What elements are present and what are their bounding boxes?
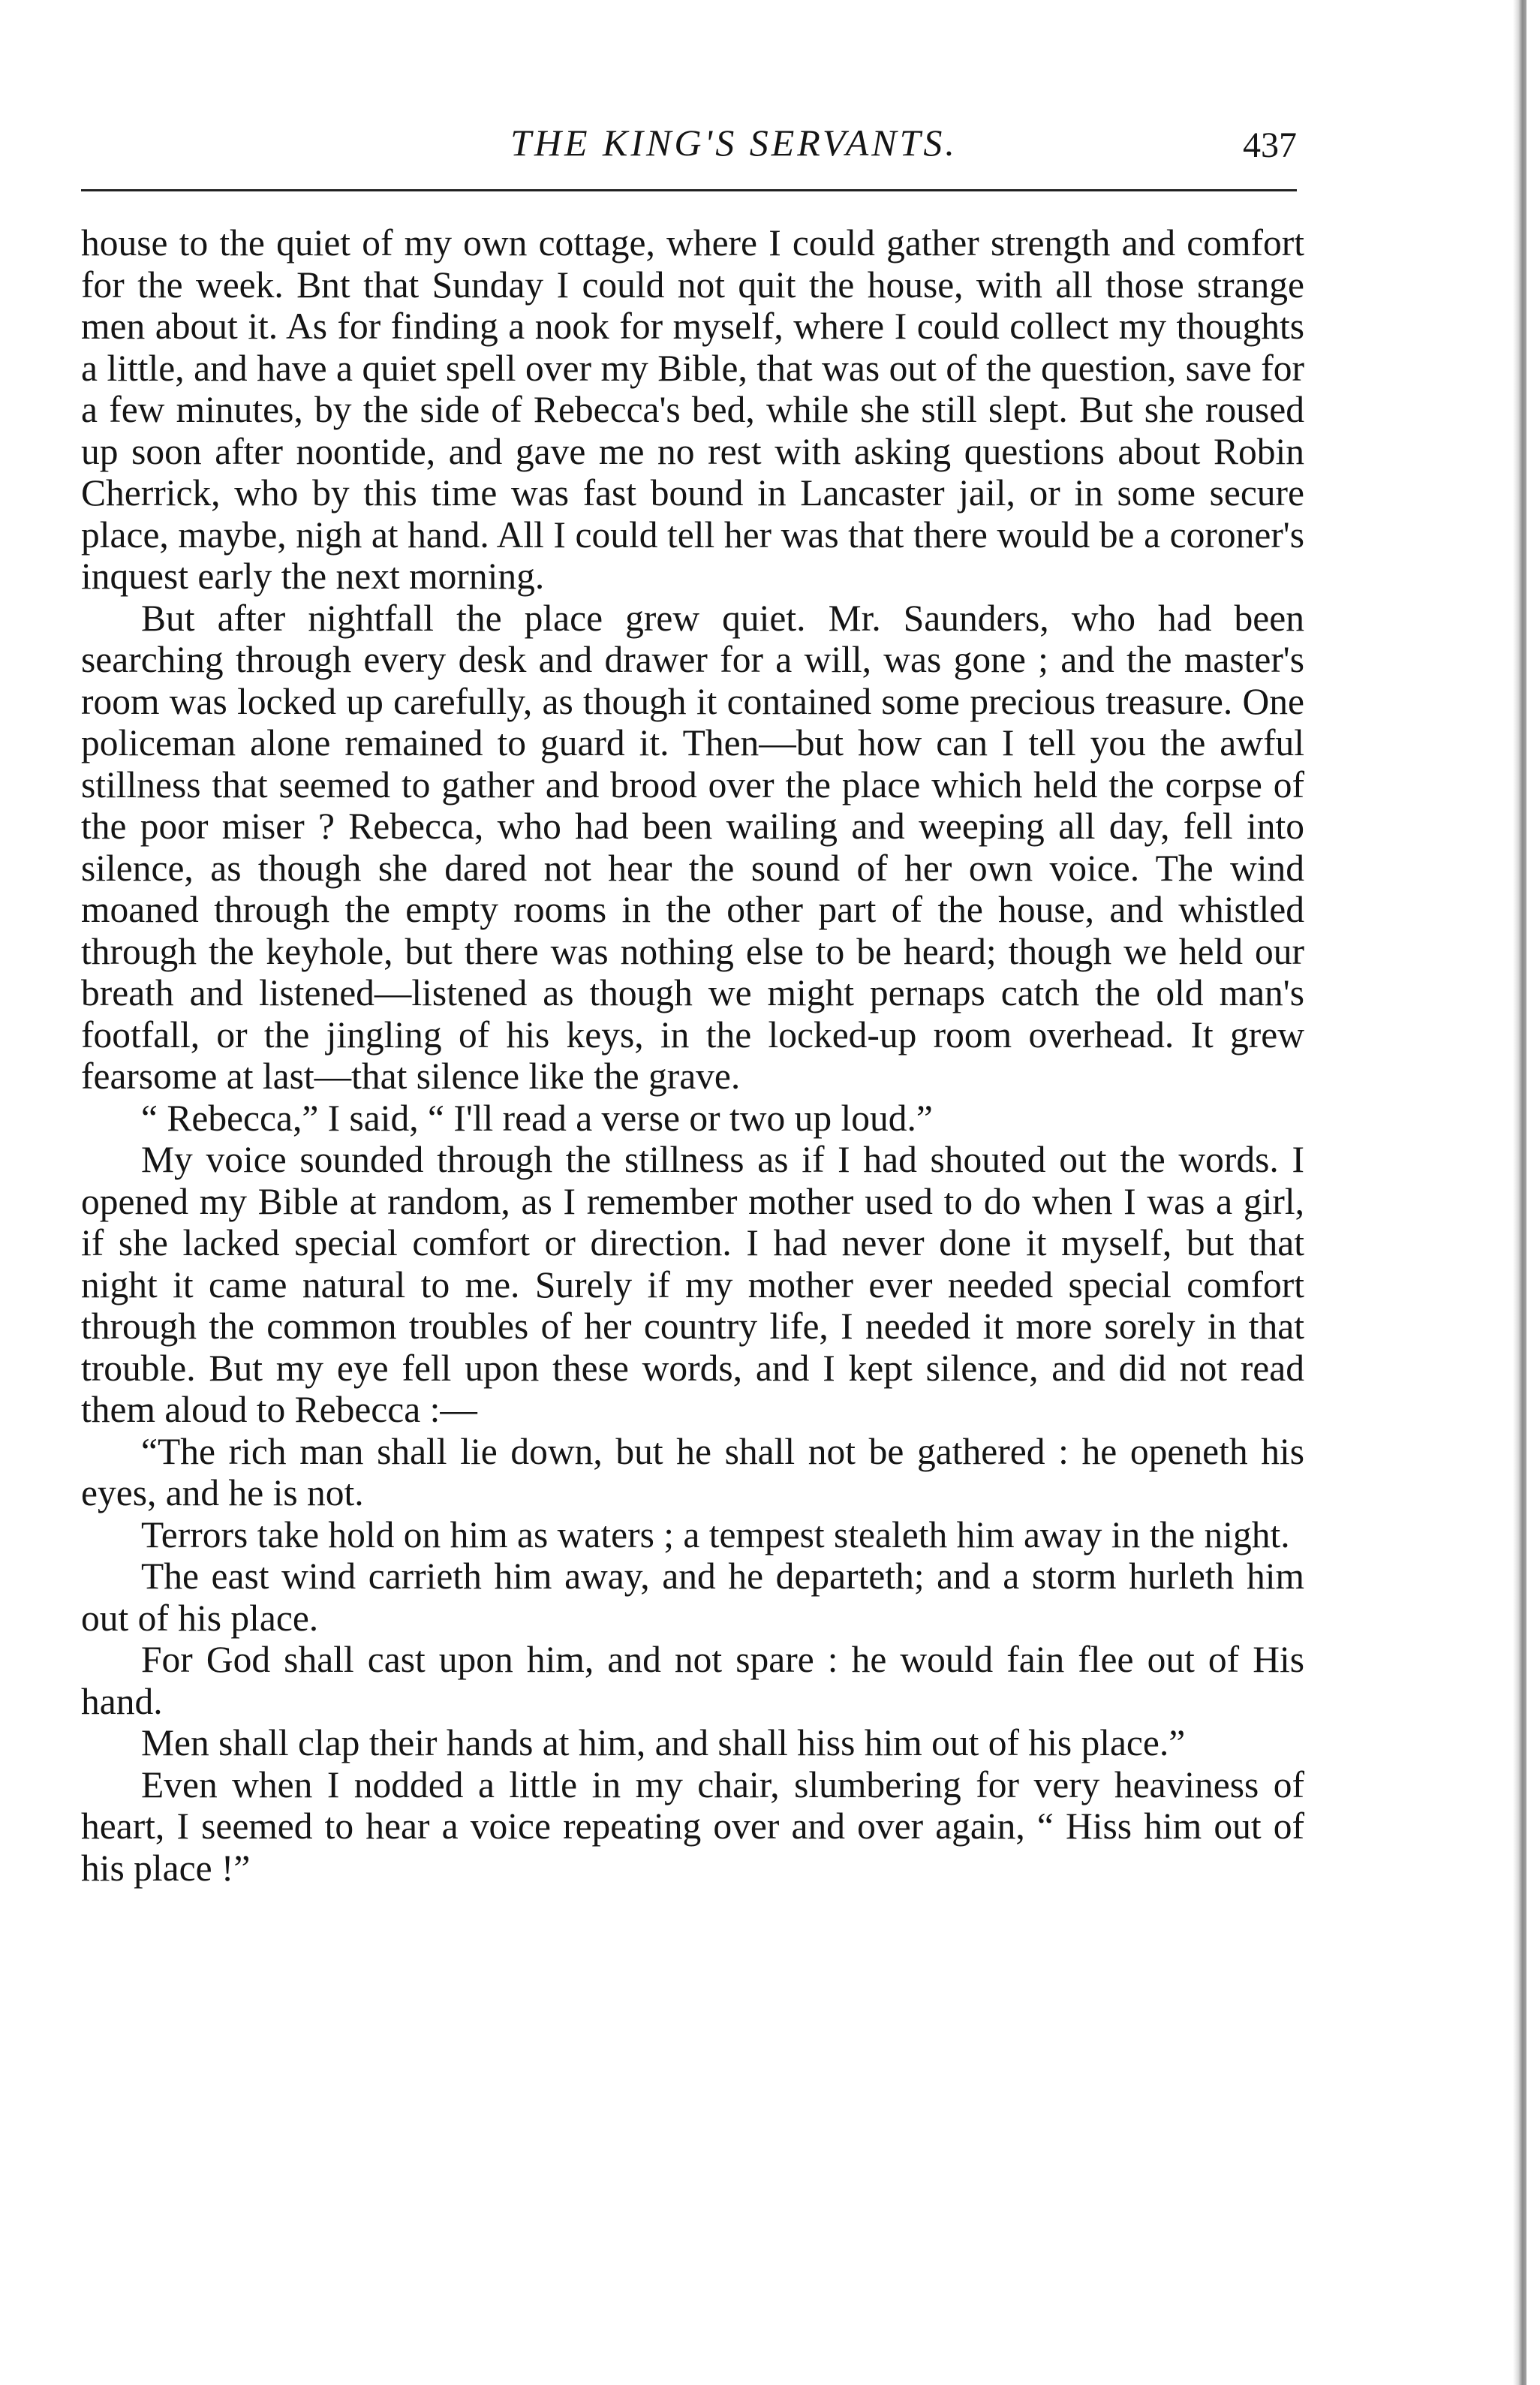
- scripture-quote: The east wind carrieth him away, and he departeth; and a storm hurleth him out of his place.: [81, 1555, 1304, 1639]
- scripture-quote: Terrors take hold on him as waters ; a tempest stealeth him away in the night.: [141, 1513, 1290, 1555]
- paragraph: “ Rebecca,” I said, “ I'll read a verse or two up loud.”: [141, 1097, 933, 1139]
- paragraph: house to the quiet of my own cottage, where I could gather strength and comfort for the week. Bnt that Sunday I could not quit the house, with all those strange men about it. As for finding a nook for myself, where I could collect my thoughts a little, and have a quiet spell over my Bible, that was out of the question, save for a few minutes, by the side of Rebecca's bed, while she still slept. But she roused up soon after noontide, and gave me no rest with asking questions about Robin Cherrick, who by this time was fast bound in Lancaster jail, or in some secure place, maybe, nigh at hand. All I could tell her was that there would be a coroner's inquest early the next morning.: [81, 222, 1304, 597]
- paragraph: Even when I nodded a little in my chair, slumbering for very heaviness of heart, I seemed to hear a voice repeating over and over again, “ Hiss him out of his place !”: [81, 1763, 1304, 1889]
- paragraph: But after nightfall the place grew quiet. Mr. Saunders, who had been searching through every desk and drawer for a will, was gone ; and the master's room was locked up carefully, as though it contained some precious treasure. One policeman alone remained to guard it. Then—but how can I tell you the awful stillness that seemed to gather and brood over the place which held the corpse of the poor miser ? Rebecca, who had been wailing and weeping all day, fell into silence, as though she dared not hear the sound of her own voice. The wind moaned through the empty rooms in the other part of the house, and whistled through the keyhole, but there was nothing else to be heard; though we held our breath and listened—listened as though we might pernaps catch the old man's footfall, or the jingling of his keys, in the locked-up room overhead. It grew fearsome at last—that silence like the grave.: [81, 597, 1304, 1097]
- page-number: 437: [1243, 125, 1297, 165]
- paragraph: My voice sounded through the stillness as if I had shouted out the words. I opened my Bible at random, as I remember mother used to do when I was a girl, if she lacked special comfort or direction. I had never done it myself, but that night it came natural to me. Surely if my mother ever needed special comfort through the common troubles of her country life, I needed it more sorely in that trouble. But my eye fell upon these words, and I kept silence, and did not read them aloud to Rebecca :—: [81, 1139, 1304, 1430]
- scripture-quote: Men shall clap their hands at him, and shall hiss him out of his place.”: [141, 1722, 1186, 1763]
- binding-edge: [1513, 0, 1526, 2385]
- page-header: [81, 113, 1297, 173]
- scripture-quote: For God shall cast upon him, and not spare : he would fain flee out of His hand.: [81, 1639, 1304, 1722]
- scripture-quote: “The rich man shall lie down, but he shall not be gathered : he openeth his eyes, and he is not.: [81, 1430, 1304, 1513]
- running-title: THE KING'S SERVANTS.: [510, 122, 958, 164]
- header-rule: [81, 189, 1297, 191]
- body-text: [81, 222, 1304, 1889]
